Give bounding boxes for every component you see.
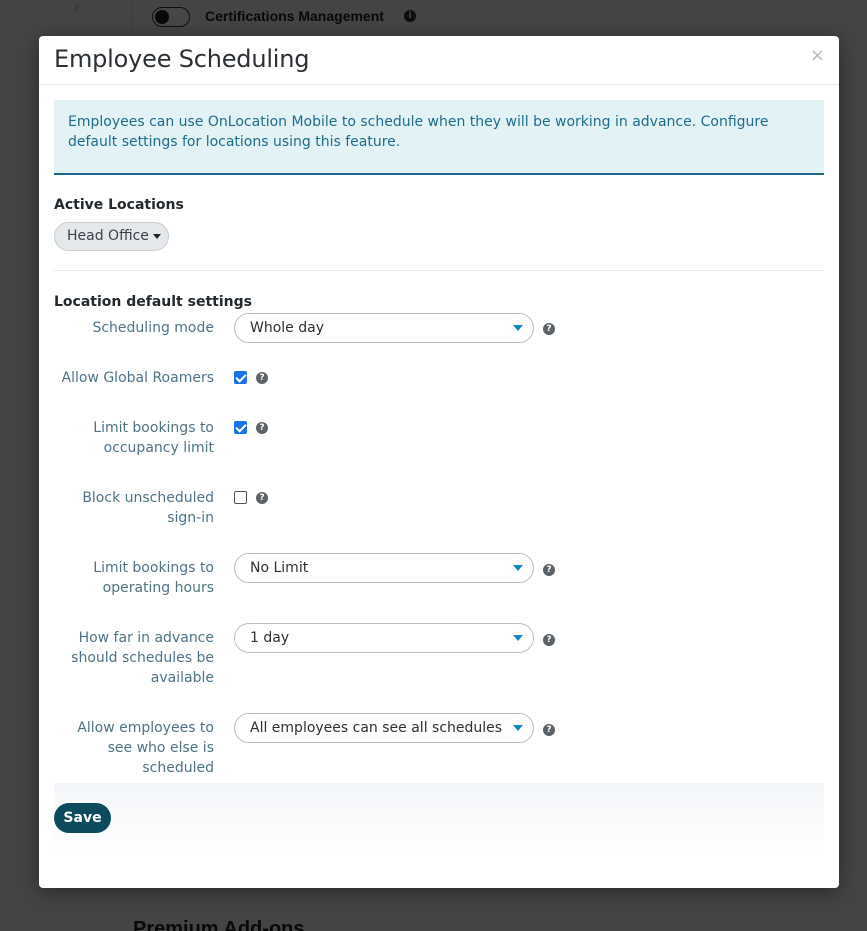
chevron-down-icon xyxy=(513,565,523,571)
help-icon[interactable]: ? xyxy=(256,372,268,384)
help-icon[interactable]: ? xyxy=(543,323,555,335)
see-others-select[interactable] xyxy=(234,713,534,743)
divider xyxy=(54,270,824,271)
block-unscheduled-checkbox[interactable] xyxy=(234,491,247,504)
modal-footer xyxy=(54,783,824,853)
limit-operating-hours-select[interactable] xyxy=(234,553,534,583)
see-others-value: All employees can see all schedules xyxy=(250,720,503,736)
scheduling-mode-label: Scheduling mode xyxy=(92,320,214,336)
save-button[interactable]: Save xyxy=(54,803,111,833)
scheduling-mode-select[interactable] xyxy=(234,313,534,343)
limit-operating-hours-label: Limit bookings to operating hours xyxy=(93,560,214,596)
allow-global-roamers-label: Allow Global Roamers xyxy=(61,370,214,386)
location-dropdown-label: Head Office xyxy=(67,228,149,244)
allow-global-roamers-checkbox[interactable] xyxy=(234,371,247,384)
help-icon[interactable]: ? xyxy=(256,492,268,504)
advance-availability-value: 1 day xyxy=(250,630,290,646)
see-others-label: Allow employees to see who else is scheduled xyxy=(77,720,214,776)
chevron-down-icon xyxy=(513,325,523,331)
help-icon[interactable]: ? xyxy=(543,564,555,576)
block-unscheduled-label: Block unscheduled sign-in xyxy=(82,490,214,526)
active-locations-heading: Active Locations xyxy=(54,197,184,213)
advance-availability-label: How far in advance should schedules be available xyxy=(71,630,214,686)
location-dropdown[interactable] xyxy=(54,222,169,251)
advance-availability-select[interactable] xyxy=(234,623,534,653)
limit-operating-hours-value: No Limit xyxy=(250,560,309,576)
modal-header xyxy=(39,36,839,85)
employee-scheduling-modal xyxy=(39,36,839,888)
limit-occupancy-label: Limit bookings to occupancy limit xyxy=(93,420,214,456)
scheduling-mode-value: Whole day xyxy=(250,320,324,336)
modal-title: Employee Scheduling xyxy=(54,45,310,73)
help-icon[interactable]: ? xyxy=(256,422,268,434)
location-default-settings-heading: Location default settings xyxy=(54,294,252,310)
chevron-down-icon xyxy=(513,725,523,731)
caret-down-icon xyxy=(153,234,161,239)
help-icon[interactable]: ? xyxy=(543,634,555,646)
close-icon[interactable]: × xyxy=(809,45,825,66)
limit-occupancy-checkbox[interactable] xyxy=(234,421,247,434)
chevron-down-icon xyxy=(513,635,523,641)
info-banner: Employees can use OnLocation Mobile to schedule when they will be working in advance. Configure default settings for locations using this feature. xyxy=(54,100,824,175)
help-icon[interactable]: ? xyxy=(543,724,555,736)
